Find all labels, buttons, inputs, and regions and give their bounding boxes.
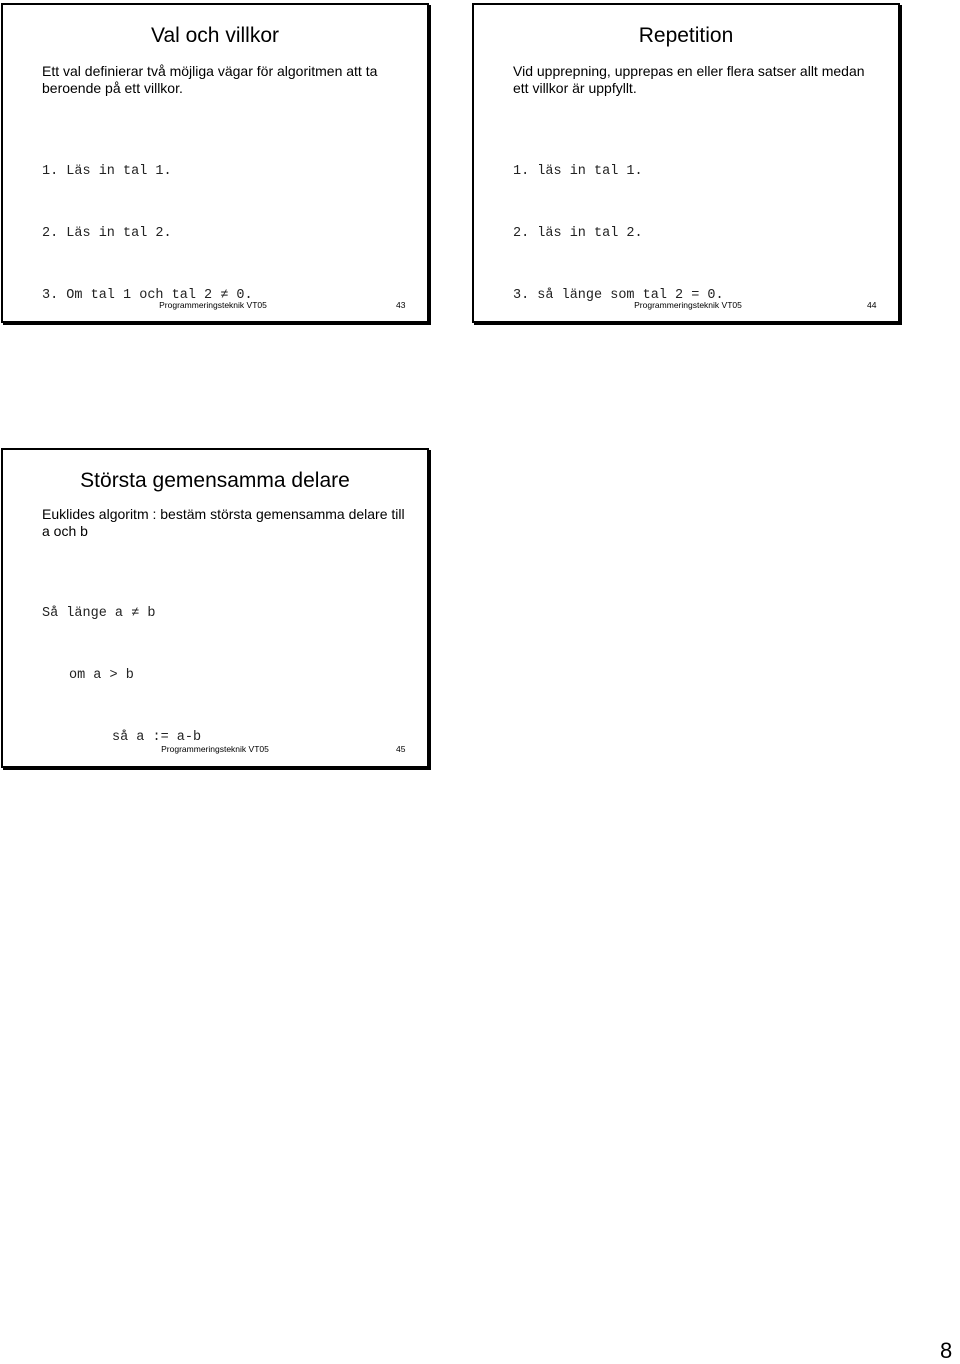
code-line: 1. Läs in tal 1. — [42, 164, 172, 180]
code-list — [513, 121, 840, 323]
slide-footer: Programmeringsteknik VT05 — [159, 300, 267, 310]
slide-44 — [472, 3, 900, 323]
code-line: om a > b — [69, 667, 134, 683]
slide-footer: Programmeringsteknik VT05 — [161, 744, 269, 754]
slide-43 — [1, 3, 429, 323]
slide-45 — [1, 448, 429, 768]
slide-intro: Euklides algoritm : bestäm största gemensamma delare till a och b — [42, 506, 405, 539]
code-list — [42, 121, 288, 323]
slide-title: Största gemensamma delare — [80, 469, 350, 492]
code-line: så a := a-b — [112, 729, 202, 745]
slide-intro: Vid upprepning, upprepas en eller flera satser allt medan ett villkor är uppfyllt. — [513, 63, 865, 96]
slide-number: 44 — [867, 300, 877, 310]
slide-title: Repetition — [638, 24, 734, 47]
slide-footer: Programmeringsteknik VT05 — [634, 300, 742, 310]
page-number: 8 — [940, 1338, 953, 1363]
code-list — [42, 563, 201, 768]
slide-title: Val och villkor — [151, 24, 279, 47]
code-line: 3. så länge som tal 2 = 0. — [513, 287, 724, 303]
slide-number: 43 — [396, 300, 406, 310]
code-line: 2. Läs in tal 2. — [42, 225, 172, 241]
slide-intro: Ett val definierar två möjliga vägar för algoritmen att ta beroende på ett villkor. — [42, 63, 378, 96]
slide-number: 45 — [396, 744, 406, 754]
code-line: 1. läs in tal 1. — [513, 164, 643, 180]
code-line: 3. Om tal 1 och tal 2 ≠ 0. — [42, 287, 253, 303]
code-line: 2. läs in tal 2. — [513, 225, 643, 241]
code-line: Så länge a ≠ b — [42, 606, 156, 622]
